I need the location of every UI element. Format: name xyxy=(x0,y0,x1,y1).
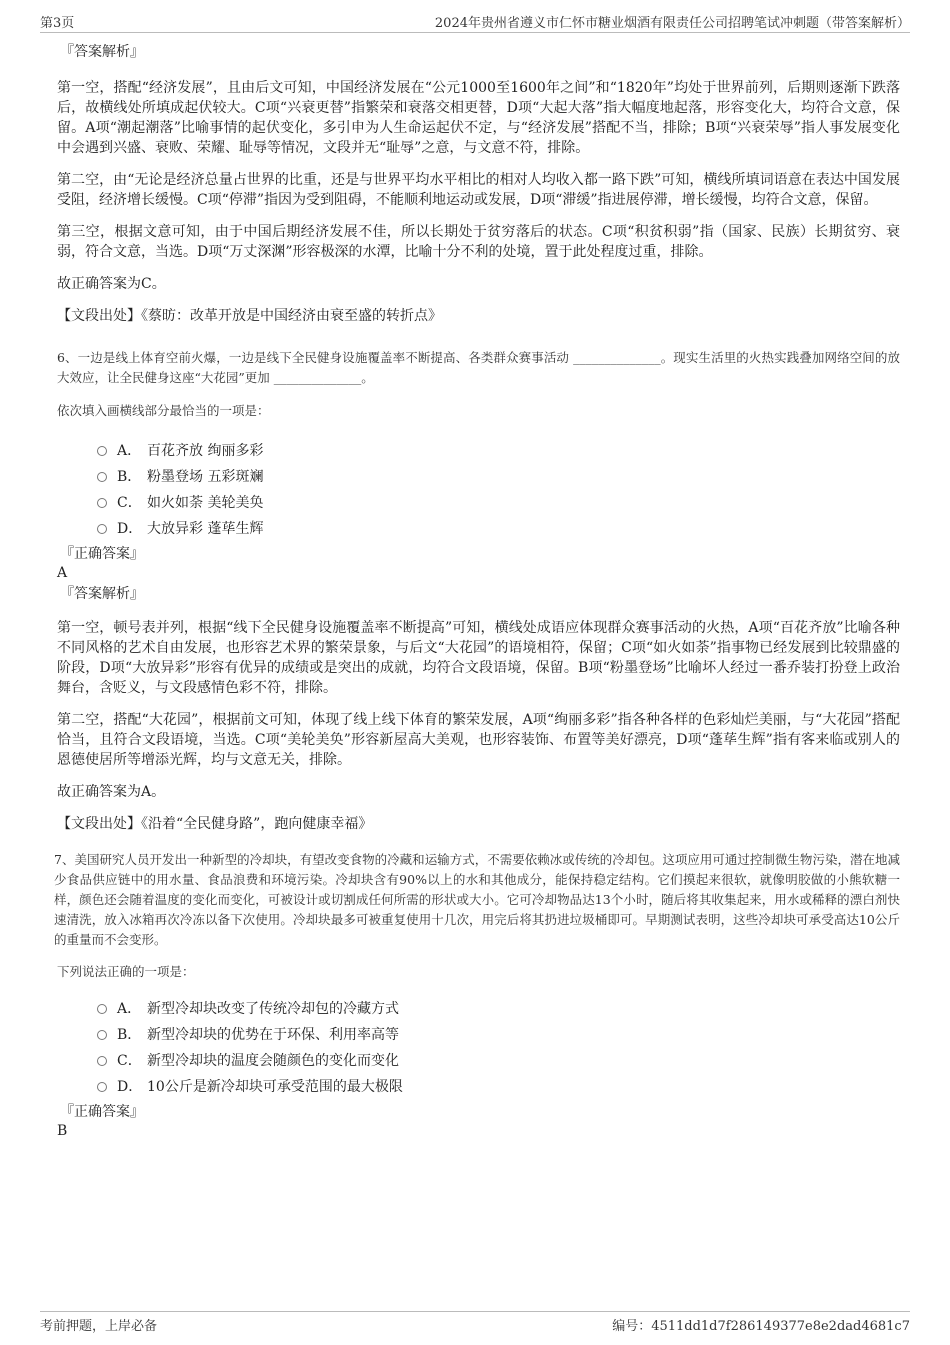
radio-icon[interactable] xyxy=(97,524,107,534)
option-text: 新型冷却块改变了传统冷却包的冷藏方式 xyxy=(147,1001,399,1017)
analysis-paragraph: 第二空，搭配“大花园”，根据前文可知，体现了线上线下体育的繁荣发展，A项“绚丽多彩”指各种各样的色彩灿烂美丽，与“大花园”搭配恰当，且符合文段语境，当选。C项“美轮美奂”形容新屋高大美观，也形容装饰、布置等美好漂亮，D项“蓬荜生辉”指有客来临或别人的恩德使居所等增添光辉，均与文意无关，排除。 xyxy=(57,712,900,768)
radio-icon[interactable] xyxy=(97,446,107,456)
option-text: 大放异彩 蓬荜生辉 xyxy=(147,521,264,537)
document-title: 2024年贵州省遵义市仁怀市糖业烟酒有限责任公司招聘笔试冲刺题（带答案解析） xyxy=(434,16,910,31)
question-text: 6、一边是线上体育空前火爆，一边是线下全民健身设施覆盖率不断提高、各类群众赛事活动 ______________。现实生活里的火热实践叠加网络空间的放大效应，让全民健身这座“大花园”更加 ______________。 xyxy=(57,350,900,385)
option-text: 如火如荼 美轮美奂 xyxy=(147,495,264,511)
analysis-paragraph: 第一空，搭配“经济发展”，且由后文可知，中国经济发展在“公元1000至1600年之间”和“1820年”均处于世界前列，后期则逐渐下跌落后，故横线处所填成起伏较大。C项“兴衰更替”指繁荣和衰落交相更替，D项“大起大落”指大幅度地起落，形容变化大，均符合文意，保留。A项“潮起潮落”比喻事情的起伏变化，多引申为人生命运起伏不定，与“经济发展”搭配不当，排除；B项“兴衰荣辱”指人事发展变化中会遇到兴盛、衰败、荣耀、耻辱等情况，文段并无“耻辱”之意，与文意不符，排除。 xyxy=(57,80,900,156)
page-footer xyxy=(40,1311,910,1334)
option-text: 10公斤是新冷却块可承受范围的最大极限 xyxy=(147,1079,403,1095)
answer-conclusion: 故正确答案为A。 xyxy=(57,784,166,800)
radio-icon[interactable] xyxy=(97,1056,107,1066)
footer-slogan: 考前押题，上岸必备 xyxy=(40,1319,158,1334)
option-letter: A． xyxy=(117,1001,142,1017)
option-c[interactable] xyxy=(97,490,900,516)
analysis-label: 『答案解析』 xyxy=(60,44,144,60)
option-a[interactable] xyxy=(97,996,900,1022)
question-prompt: 下列说法正确的一项是： xyxy=(57,964,195,979)
option-text: 粉墨登场 五彩斑斓 xyxy=(147,469,264,485)
option-d[interactable] xyxy=(97,1074,900,1100)
source-citation: 【文段出处】《蔡昉：改革开放是中国经济由衰至盛的转折点》 xyxy=(57,308,442,324)
option-list xyxy=(97,438,900,542)
source-citation: 【文段出处】《沿着“全民健身路”，跑向健康幸福》 xyxy=(57,816,373,832)
document-id: 编号：4511dd1d7f286149377e8e2dad4681c7 xyxy=(612,1319,910,1334)
option-letter: A． xyxy=(117,443,142,459)
analysis-paragraph: 第一空，顿号表并列，根据“线下全民健身设施覆盖率不断提高”可知，横线处成语应体现群众赛事活动的火热，A项“百花齐放”比喻各种不同风格的艺术自由发展，也形容艺术界的繁荣景象，与后文“大花园”的语境相符，保留；C项“如火如荼”指事物已经发展到比较鼎盛的阶段，D项“大放异彩”形容有优异的成绩或是突出的成就，均符合文段语境，保留。B项“粉墨登场”比喻坏人经过一番乔装打扮登上政治舞台，含贬义，与文段感情色彩不符，排除。 xyxy=(57,620,900,696)
answer-conclusion: 故正确答案为C。 xyxy=(57,276,166,292)
option-d[interactable] xyxy=(97,516,900,542)
option-letter: D． xyxy=(117,1079,143,1095)
option-list xyxy=(97,996,900,1100)
option-text: 百花齐放 绚丽多彩 xyxy=(147,443,264,459)
option-b[interactable] xyxy=(97,1022,900,1048)
option-letter: B． xyxy=(117,1027,142,1043)
correct-answer-label: 『正确答案』 xyxy=(60,1104,144,1120)
correct-answer-label: 『正确答案』 xyxy=(60,546,144,562)
option-text: 新型冷却块的优势在于环保、利用率高等 xyxy=(147,1027,399,1043)
option-b[interactable] xyxy=(97,464,900,490)
radio-icon[interactable] xyxy=(97,1030,107,1040)
radio-icon[interactable] xyxy=(97,472,107,482)
correct-answer: B xyxy=(57,1123,68,1139)
option-letter: C． xyxy=(117,1053,142,1069)
page-header xyxy=(40,12,910,33)
option-letter: D． xyxy=(117,521,143,537)
page-content xyxy=(54,42,900,1140)
analysis-label: 『答案解析』 xyxy=(60,586,144,602)
correct-answer: A xyxy=(57,565,68,581)
option-letter: B． xyxy=(117,469,142,485)
analysis-paragraph: 第二空，由“无论是经济总量占世界的比重，还是与世界平均水平相比的相对人均收入都一路下跌”可知，横线所填词语意在表达中国发展受阻，经济增长缓慢。C项“停滞”指因为受到阻碍，不能顺利地运动或发展，D项“滞缓”指进展停滞，增长缓慢，均符合文意，保留。 xyxy=(57,172,900,208)
option-a[interactable] xyxy=(97,438,900,464)
question-text: 7、美国研究人员开发出一种新型的冷却块，有望改变食物的冷藏和运输方式，不需要依赖冰或传统的冷却包。这项应用可通过控制微生物污染，潜在地减少食品供应链中的用水量、食品浪费和环境污染。冷却块含有90%以上的水和其他成分，能保持稳定结构。它们摸起来很软，就像明胶做的小熊软糖一样，颜色还会随着温度的变化而变化，可被设计或切割成任何所需的形状或大小。它可冷却物品达13个小时，随后将其收集起来，用水或稀释的漂白剂快速清洗，放入冰箱再次冷冻以备下次使用。冷却块最多可被重复使用十几次，用完后将其扔进垃圾桶即可。早期测试表明，这些冷却块可承受高达10公斤的重量而不会变形。 xyxy=(54,852,900,947)
analysis-paragraph: 第三空，根据文意可知，由于中国后期经济发展不佳，所以长期处于贫穷落后的状态。C项“积贫积弱”指（国家、民族）长期贫穷、衰弱，符合文意，当选。D项“万丈深渊”形容极深的水潭，比喻十分不利的处境，置于此处程度过重，排除。 xyxy=(57,224,900,260)
option-letter: C． xyxy=(117,495,142,511)
question-prompt: 依次填入画横线部分最恰当的一项是： xyxy=(57,403,270,418)
page-number: 第3页 xyxy=(40,16,75,31)
option-text: 新型冷却块的温度会随颜色的变化而变化 xyxy=(147,1053,399,1069)
option-c[interactable] xyxy=(97,1048,900,1074)
radio-icon[interactable] xyxy=(97,1004,107,1014)
radio-icon[interactable] xyxy=(97,1082,107,1092)
radio-icon[interactable] xyxy=(97,498,107,508)
